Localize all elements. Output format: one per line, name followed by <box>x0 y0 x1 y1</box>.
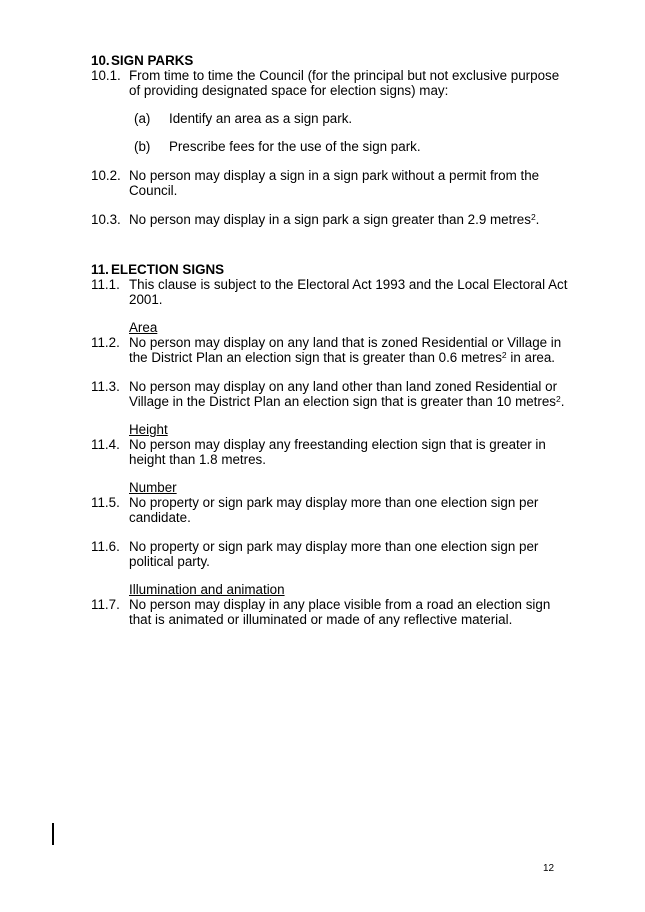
section-10-number: 10. <box>91 53 110 68</box>
clause-10-1-number: 10.1. <box>91 68 121 83</box>
change-bar <box>52 823 54 845</box>
subheading-illumination: Illumination and animation <box>129 582 285 597</box>
clause-11-3-number: 11.3. <box>91 379 120 394</box>
list-item-b: Prescribe fees for the use of the sign park. <box>169 139 421 154</box>
clause-11-5-line-2: candidate. <box>129 510 191 525</box>
clause-11-6-line-1: No property or sign park may display more than one election sign per <box>129 539 539 554</box>
section-11-number: 11. <box>91 262 109 277</box>
clause-11-7-line-2: that is animated or illuminated or made of any reflective material. <box>129 612 513 627</box>
clause-11-4-number: 11.4. <box>91 437 120 452</box>
clause-11-2-tail: in area. <box>506 350 556 365</box>
page-number: 12 <box>543 863 555 874</box>
clause-11-2-line-2 <box>129 350 555 365</box>
clause-11-1-line-2: 2001. <box>129 292 163 307</box>
clause-11-1-line-1: This clause is subject to the Electoral Act 1993 and the Local Electoral Act <box>129 277 568 292</box>
clause-10-1-line-1: From time to time the Council (for the principal but not exclusive purpose <box>129 68 560 83</box>
clause-11-5-line-1: No property or sign park may display more than one election sign per <box>129 495 539 510</box>
clause-11-3-text: Village in the District Plan an election sign that is greater than 10 metres <box>129 394 556 409</box>
clause-10-2-line-2: Council. <box>129 183 178 198</box>
clause-11-2-number: 11.2. <box>91 335 120 350</box>
list-marker-a: (a) <box>134 111 151 126</box>
clause-11-6-number: 11.6. <box>91 539 120 554</box>
clause-10-3-number: 10.3. <box>91 212 121 227</box>
clause-11-7-line-1: No person may display in any place visible from a road an election sign <box>129 597 551 612</box>
section-10-heading: SIGN PARKS <box>111 53 194 68</box>
clause-11-3-line-2 <box>129 394 564 409</box>
clause-10-3-tail: . <box>535 212 540 227</box>
clause-10-3-text: No person may display in a sign park a sign greater than 2.9 metres <box>129 212 531 227</box>
clause-10-2-line-1: No person may display a sign in a sign park without a permit from the <box>129 168 540 183</box>
clause-11-3-tail: . <box>560 394 565 409</box>
subheading-height: Height <box>129 422 168 437</box>
subheading-area: Area <box>129 320 158 335</box>
clause-10-3-line-1 <box>129 212 539 227</box>
clause-11-5-number: 11.5. <box>91 495 120 510</box>
clause-11-4-line-2: height than 1.8 metres. <box>129 452 266 467</box>
superscript: 2 <box>530 212 536 222</box>
superscript: 2 <box>501 350 507 360</box>
clause-11-2-line-1: No person may display on any land that is zoned Residential or Village in <box>129 335 562 350</box>
superscript: 2 <box>556 394 561 404</box>
clause-11-4-line-1: No person may display any freestanding election sign that is greater in <box>129 437 546 452</box>
clause-11-1-number: 11.1. <box>91 277 120 292</box>
list-marker-b: (b) <box>134 139 151 154</box>
clause-11-2-text: the District Plan an election sign that is greater than 0.6 metres <box>129 350 502 365</box>
clause-11-7-number: 11.7. <box>91 597 120 612</box>
list-item-a: Identify an area as a sign park. <box>169 111 353 126</box>
clause-11-6-line-2: political party. <box>129 554 210 569</box>
clause-11-3-line-1: No person may display on any land other than land zoned Residential or <box>129 379 558 394</box>
clause-10-1-line-2: of providing designated space for election signs) may: <box>129 83 449 98</box>
clause-10-2-number: 10.2. <box>91 168 121 183</box>
subheading-number: Number <box>129 480 177 495</box>
section-11-heading: ELECTION SIGNS <box>111 262 225 277</box>
